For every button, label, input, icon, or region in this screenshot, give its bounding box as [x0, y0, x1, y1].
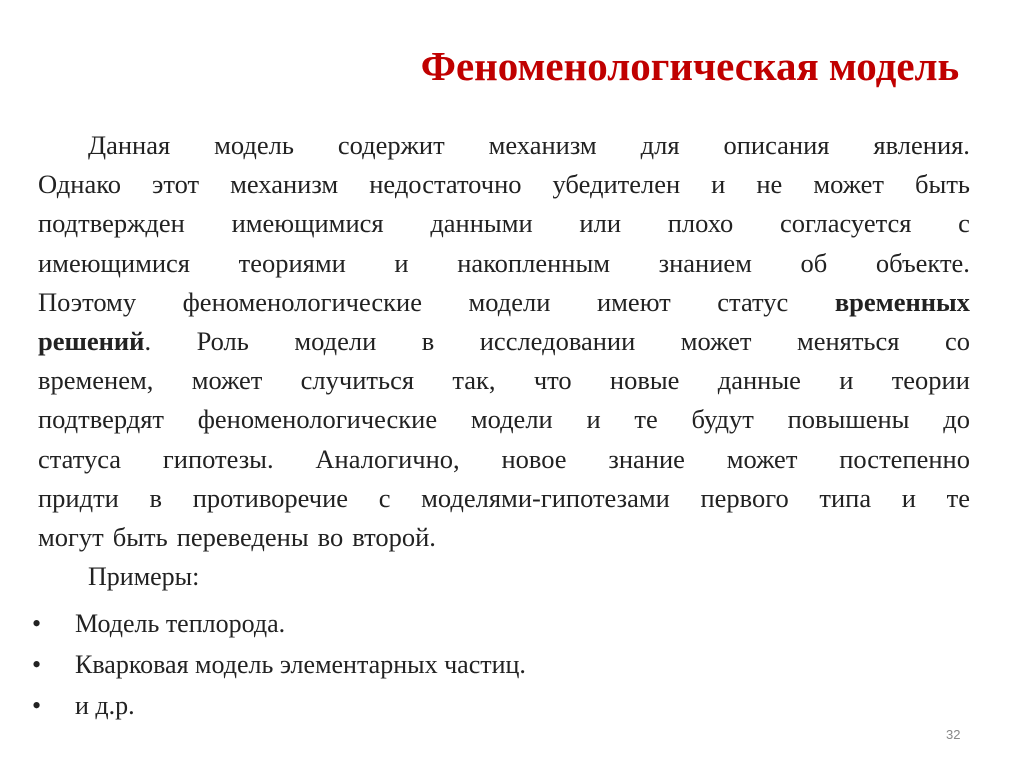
word: те	[634, 404, 658, 435]
word: механизм	[230, 169, 339, 200]
word: статуса	[38, 443, 122, 474]
page-number: 32	[946, 727, 961, 742]
word: со	[944, 325, 970, 356]
word: объекте.	[875, 247, 970, 278]
word: или	[579, 208, 622, 239]
word: данные	[717, 365, 801, 396]
word: механизм	[488, 130, 597, 160]
word: модели	[470, 404, 553, 435]
word: Роль	[196, 325, 249, 356]
word: может	[726, 443, 798, 474]
word: с	[958, 208, 970, 239]
word: явления.	[873, 130, 970, 160]
word: с	[378, 482, 391, 513]
word: переведены	[176, 521, 309, 552]
paragraph-line	[38, 322, 970, 361]
word: имеют	[596, 286, 671, 317]
bullet-icon: •	[32, 609, 42, 638]
word: временем,	[38, 365, 154, 396]
paragraph-line	[38, 244, 970, 283]
word: имеющимися	[231, 208, 384, 239]
word: плохо	[667, 208, 734, 239]
word: для	[640, 130, 680, 160]
word: имеющимися	[38, 247, 190, 278]
list-item	[32, 603, 526, 644]
word: исследовании	[479, 325, 636, 356]
word: модель	[214, 130, 294, 160]
word: об	[800, 247, 828, 278]
word: меняться	[796, 325, 900, 356]
word: случиться	[300, 365, 415, 396]
word: не	[756, 169, 783, 200]
word: и	[394, 247, 409, 278]
word: будут	[691, 404, 754, 435]
word: повышены	[787, 404, 910, 435]
word: придти	[38, 482, 119, 513]
list-item	[32, 685, 526, 726]
word: новое	[501, 443, 567, 474]
word: что	[533, 365, 572, 396]
word: до	[943, 404, 970, 435]
body-paragraph	[38, 126, 970, 557]
word: модели	[294, 325, 377, 356]
word: постепенно	[839, 443, 970, 474]
examples-list	[32, 603, 526, 726]
word: модели	[468, 286, 551, 317]
word: описания	[723, 130, 830, 160]
word: может	[191, 365, 263, 396]
list-item-text: и д.р.	[75, 691, 135, 720]
word: временных	[834, 286, 970, 317]
word: быть	[915, 169, 970, 200]
list-item-text: Кварковая модель элементарных частиц.	[75, 650, 526, 679]
word: быть	[112, 521, 168, 552]
word: теориями	[238, 247, 346, 278]
word: недостаточно	[369, 169, 522, 200]
paragraph-line	[38, 165, 970, 204]
word: в	[149, 482, 163, 513]
bullet-icon: •	[32, 691, 42, 720]
word: может	[813, 169, 885, 200]
word: в	[421, 325, 435, 356]
list-item-text: Модель теплорода.	[75, 609, 286, 638]
paragraph-line	[38, 283, 970, 322]
word: знанием	[658, 247, 752, 278]
word: и	[839, 365, 854, 396]
list-item	[32, 644, 526, 685]
bullet-icon: •	[32, 650, 42, 679]
paragraph-line	[38, 204, 970, 243]
word: гипотезы.	[162, 443, 274, 474]
word: накопленным	[457, 247, 611, 278]
word: феноменологические	[182, 286, 422, 317]
word: так,	[452, 365, 496, 396]
word: и	[711, 169, 726, 200]
word: этот	[152, 169, 200, 200]
word: противоречие	[192, 482, 349, 513]
word: могут	[38, 521, 104, 552]
word: Аналогично,	[315, 443, 460, 474]
word: Поэтому	[38, 286, 137, 317]
paragraph-line	[38, 400, 970, 439]
word: решений.	[38, 325, 152, 356]
slide-title: Феноменологическая модель	[420, 43, 960, 89]
paragraph-line	[38, 518, 970, 557]
paragraph-line	[38, 440, 970, 479]
word: новые	[609, 365, 680, 396]
word: и	[586, 404, 601, 435]
paragraph-line	[38, 479, 970, 518]
word: подтвержден	[38, 208, 185, 239]
word: первого	[700, 482, 789, 513]
word: Однако	[38, 169, 121, 200]
word: моделями-гипотезами	[421, 482, 670, 513]
word: феноменологические	[197, 404, 438, 435]
examples-label: Примеры:	[88, 562, 200, 591]
word: знание	[608, 443, 685, 474]
word: типа	[819, 482, 872, 513]
word: подтвердят	[38, 404, 165, 435]
word: статус	[717, 286, 789, 317]
word: теории	[891, 365, 970, 396]
word: может	[680, 325, 752, 356]
word: данными	[430, 208, 533, 239]
word: во	[317, 521, 344, 552]
word: второй.	[352, 521, 436, 552]
word: и	[901, 482, 916, 513]
paragraph-line	[38, 126, 970, 165]
word: убедителен	[552, 169, 681, 200]
word: содержит	[337, 130, 445, 160]
paragraph-line	[38, 361, 970, 400]
word: те	[946, 482, 970, 513]
word: Данная	[88, 130, 171, 160]
word: согласуется	[779, 208, 912, 239]
